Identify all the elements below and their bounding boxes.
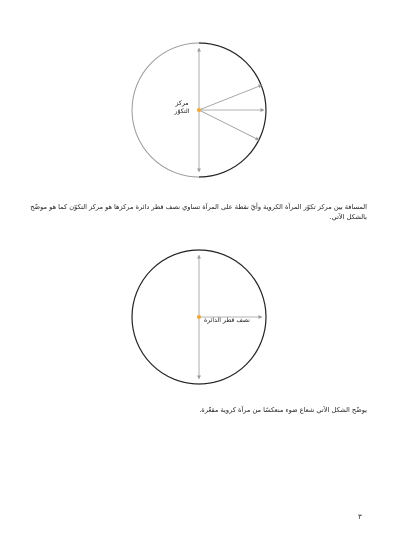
center-dot-2 <box>197 315 201 319</box>
center-label-line1: مركز <box>175 100 189 107</box>
page-number: ٣ <box>358 513 362 521</box>
radius-arrow-up <box>199 85 262 110</box>
paragraph-radius-definition: المسافة بين مركز تكوّر المرآة الكروية وأيّ نقطة على المرآة تساوي نصف قطر دائرة مركزها هو مركز التكوّن كما هو موضّح بالشكل الآتي. <box>30 203 367 221</box>
center-label-line2: التكوّر <box>174 108 190 115</box>
center-of-curvature-dot <box>197 108 201 112</box>
radius-label: نصف قطر الدائرة <box>204 317 250 324</box>
radius-arrow-down <box>199 110 259 140</box>
center-of-curvature-label <box>167 100 197 116</box>
paragraph-reflected-ray: يوضّح الشكل الآتي شعاع ضوء منعكسًا من مرآة كروية مقعّرة. <box>199 406 367 414</box>
